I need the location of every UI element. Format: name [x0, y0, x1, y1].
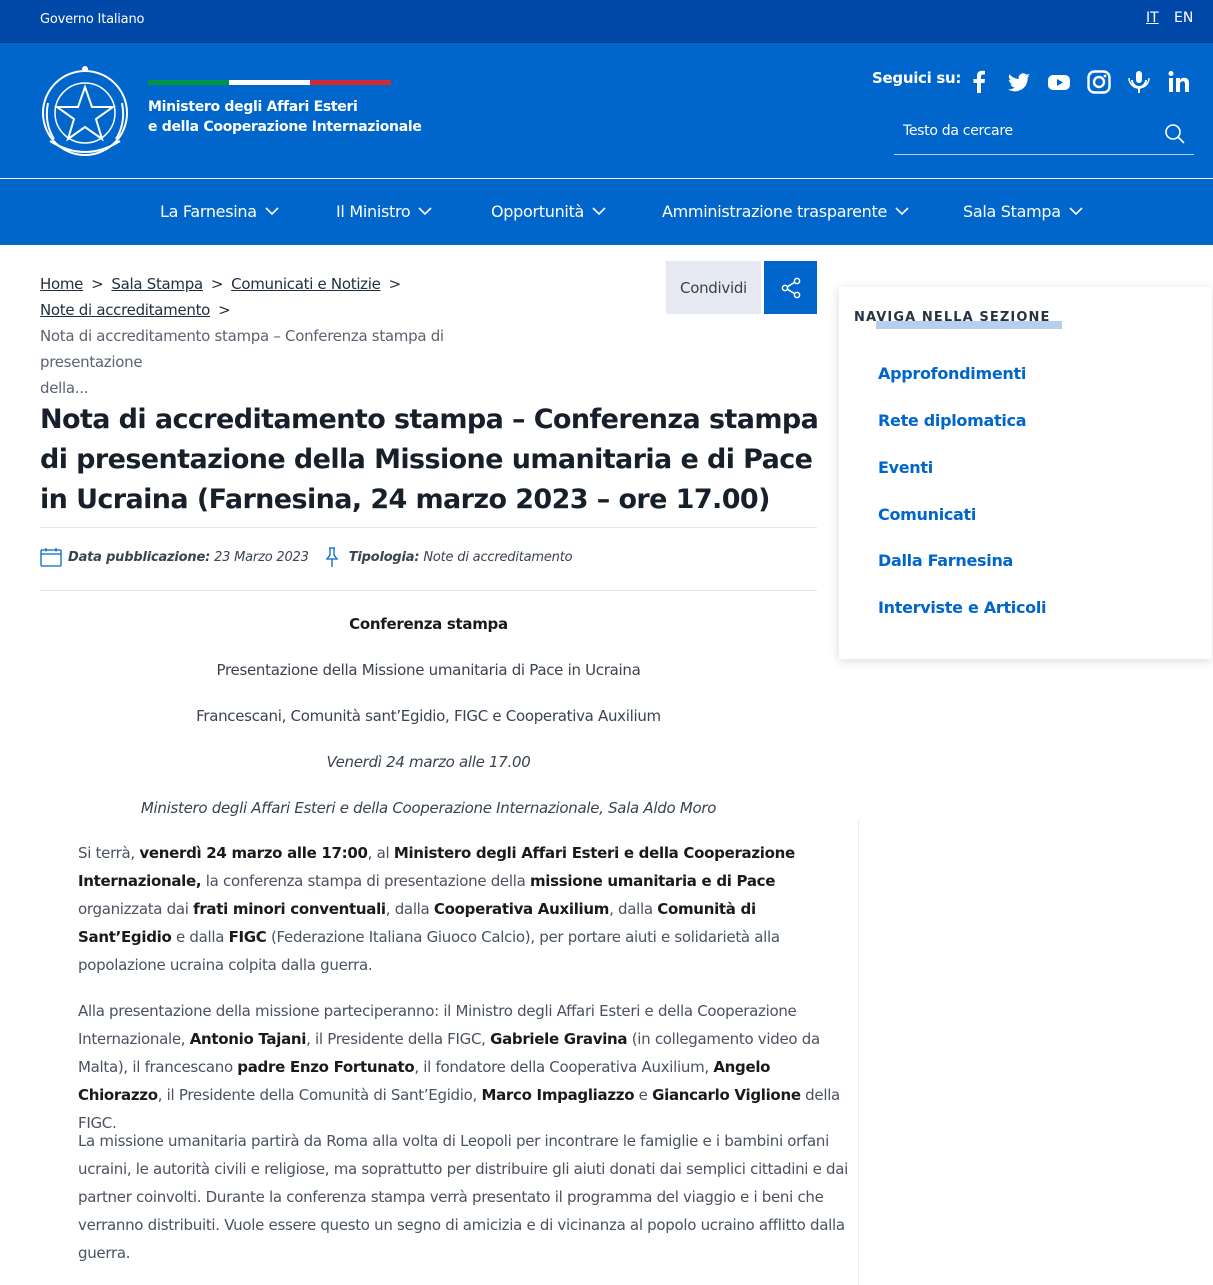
youtube-icon[interactable] [1046, 69, 1072, 95]
conference-location: Ministero degli Affari Esteri e della Cooperazione Internazionale, Sala Aldo Moro [140, 799, 717, 817]
breadcrumb-separator: > [218, 301, 231, 319]
breadcrumb-separator: > [210, 275, 224, 293]
follow-label: Seguici su: [872, 69, 962, 87]
share-icon [779, 276, 803, 300]
nav-item-label: Amministrazione trasparente [662, 202, 888, 221]
bold-text: Giancarlo Viglione [652, 1086, 801, 1104]
nav-item-opportunita[interactable] [491, 202, 606, 221]
republic-emblem-icon[interactable] [40, 63, 130, 167]
nav-item-label: La Farnesina [160, 202, 257, 221]
conference-organizers: Francescani, Comunità sant’Egidio, FIGC e Cooperativa Auxilium [196, 707, 661, 725]
podcast-icon[interactable] [1126, 69, 1152, 95]
site-header [0, 43, 1213, 178]
divider [40, 527, 817, 528]
breadcrumb-home[interactable]: Home [40, 275, 84, 293]
nav-item-sala-stampa[interactable] [963, 202, 1083, 221]
text-run: , dalla [385, 900, 434, 918]
publication-date: 23 Marzo 2023 [214, 549, 309, 565]
text-run: , il Presidente della FIGC, [306, 1030, 491, 1048]
pin-icon [325, 546, 339, 568]
italian-flag-bar [148, 80, 391, 85]
breadcrumb-separator: > [91, 275, 104, 293]
breadcrumb-comunicati-e-notizie[interactable]: Comunicati e Notizie [231, 275, 381, 293]
search-field[interactable] [894, 115, 1194, 155]
sidebar-item-eventi[interactable]: Eventi [878, 458, 933, 477]
linkedin-icon[interactable] [1166, 69, 1192, 95]
bold-text: Antonio Tajani [189, 1030, 307, 1048]
facebook-icon[interactable] [966, 69, 992, 95]
nav-item-label: Il Ministro [336, 202, 411, 221]
text-run: , il Presidente della Comunità di Sant’Egidio, [157, 1086, 482, 1104]
breadcrumb-note-di-accreditamento[interactable]: Note di accreditamento [40, 301, 211, 319]
text-run: Si terrà, [78, 844, 140, 862]
calendar-icon [40, 547, 62, 567]
bold-text: Marco Impagliazzo [481, 1086, 635, 1104]
bold-text: missione umanitaria e di Pace [529, 872, 776, 890]
nav-item-il-ministro[interactable] [336, 202, 432, 221]
type-label: Tipologia: [348, 549, 420, 565]
conference-date: Venerdì 24 marzo alle 17.00 [326, 753, 531, 771]
conference-subtitle: Presentazione della Missione umanitaria di Pace in Ucraina [216, 661, 641, 679]
breadcrumb-current-line2: della... [40, 379, 89, 397]
bold-text: venerdì 24 marzo alle 17:00 [139, 844, 368, 862]
text-run: (Federazione Italiana Giuoco Calcio), per portare aiuti e solidarietà alla popolazione ucraina colpita dalla guerra. [78, 928, 780, 974]
sidebar-item-comunicati[interactable]: Comunicati [878, 505, 977, 524]
chevron-down-icon [265, 207, 279, 216]
page-title: Nota di accreditamento stampa – Conferenza stampa di presentazione della Missione umanitaria e di Pace in Ucraina (Farnesina, 24 marzo 2023 – ore 17.00) [40, 404, 819, 515]
bold-text: Angelo Chiorazzo [78, 1058, 771, 1104]
ministry-name-line1: Ministero degli Affari Esteri [148, 99, 358, 115]
ministry-name-line2: e della Cooperazione Internazionale [148, 119, 422, 135]
sidebar-item-approfondimenti[interactable]: Approfondimenti [878, 364, 1027, 383]
text-run: , al [367, 844, 394, 862]
bold-text: Cooperativa Auxilium [433, 900, 610, 918]
chevron-down-icon [1069, 207, 1083, 216]
content-divider [858, 820, 859, 1285]
nav-item-label: Sala Stampa [963, 202, 1061, 221]
government-top-bar [0, 0, 1213, 43]
language-it-link[interactable]: IT [1146, 10, 1159, 26]
chevron-down-icon [895, 207, 909, 216]
breadcrumb-sala-stampa[interactable]: Sala Stampa [111, 275, 203, 293]
publication-date-label: Data pubblicazione: [68, 549, 211, 565]
type-value: Note di accreditamento [423, 549, 573, 565]
conference-heading: Conferenza stampa [349, 615, 508, 633]
divider [40, 590, 817, 591]
bold-text: Gabriele Gravina [490, 1030, 628, 1048]
text-run: , il fondatore della Cooperativa Auxilium, [414, 1058, 714, 1076]
bold-text: FIGC [228, 928, 267, 946]
nav-item-la-farnesina[interactable] [160, 202, 279, 221]
chevron-down-icon [592, 207, 606, 216]
article-paragraph-3: La missione umanitaria partirà da Roma alla volta di Leopoli per incontrare le famiglie e i bambini orfani ucraini, le autorità civili e religiose, ma soprattutto per distribuire gli aiuti donati dai semplici cittadini e dai partner coinvolti. Durante la conferenza stampa verrà presentato il programma del viaggio e i beni che verranno distribuiti. Vuole essere questo un segno di amicizia e di vicinanza al popolo ucraino afflitto dalla guerra. [78, 1132, 848, 1262]
text-run: Alla presentazione della missione parteciperanno: il Ministro degli Affari Esteri e della Cooperazione Internazionale, [78, 1002, 797, 1048]
bold-text: padre Enzo Fortunato [237, 1058, 415, 1076]
search-icon[interactable] [1164, 123, 1186, 145]
twitter-icon[interactable] [1006, 69, 1032, 95]
bold-text: Comunità di Sant’Egidio [78, 900, 756, 946]
article-meta [40, 546, 572, 568]
instagram-icon[interactable] [1086, 69, 1112, 95]
text-run: e [634, 1086, 653, 1104]
sidebar-item-rete-diplomatica[interactable]: Rete diplomatica [878, 411, 1027, 430]
bold-text: Ministero degli Affari Esteri e della Cooperazione Internazionale, [78, 844, 795, 890]
nav-item-label: Opportunità [491, 202, 585, 221]
share-button[interactable] [764, 261, 817, 314]
text-run: (in collegamento video da Malta), il francescano [78, 1030, 820, 1076]
article-paragraph-2 [78, 997, 853, 1137]
text-run: della FIGC. [78, 1086, 840, 1132]
article-paragraph-1 [78, 839, 853, 979]
text-run: e dalla [171, 928, 229, 946]
breadcrumb-separator: > [388, 275, 401, 293]
government-label[interactable]: Governo Italiano [40, 12, 145, 27]
language-en-link[interactable]: EN [1174, 10, 1194, 26]
section-navigation-sidebar [839, 287, 1212, 659]
nav-item-amministrazione-trasparente[interactable] [662, 202, 909, 221]
main-navigation [0, 179, 1213, 245]
bold-text: frati minori conventuali [193, 900, 386, 918]
breadcrumb-current-line1: Nota di accreditamento stampa – Conferenza stampa di presentazione [40, 327, 444, 371]
chevron-down-icon [418, 207, 432, 216]
text-run: organizzata dai [78, 900, 194, 918]
sidebar-heading: NAVIGA NELLA SEZIONE [854, 310, 1051, 325]
text-run: la conferenza stampa di presentazione della [201, 872, 530, 890]
sidebar-item-interviste-e-articoli[interactable]: Interviste e Articoli [878, 598, 1047, 617]
search-placeholder[interactable]: Testo da cercare [903, 123, 1013, 139]
text-run: , dalla [609, 900, 658, 918]
ministry-name[interactable] [148, 97, 422, 137]
sidebar-item-dalla-farnesina[interactable]: Dalla Farnesina [878, 551, 1014, 570]
share-label[interactable]: Condividi [666, 261, 761, 314]
breadcrumb [40, 271, 540, 401]
